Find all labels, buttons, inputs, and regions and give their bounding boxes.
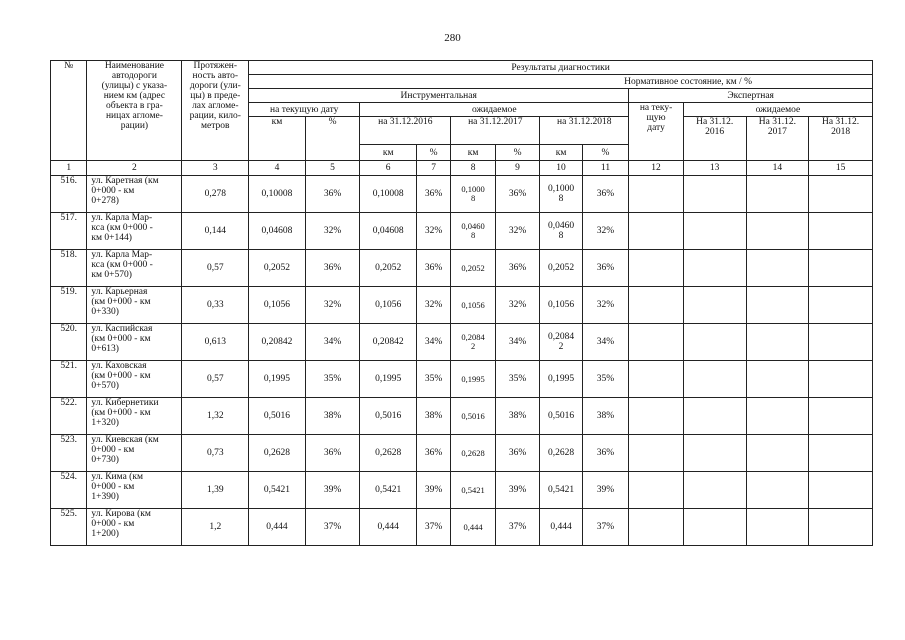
table-row xyxy=(51,472,873,509)
expert-2016-empty xyxy=(683,176,746,213)
header-km-2016: км xyxy=(360,145,417,161)
pct-current: 37% xyxy=(305,509,360,546)
km-2017: 0,1000 8 xyxy=(451,176,495,213)
km-2018: 0,2628 xyxy=(540,435,582,472)
km-2018: 0,5421 xyxy=(540,472,582,509)
column-index: 2 xyxy=(87,161,182,176)
km-2018: 0,2084 2 xyxy=(540,324,582,361)
km-2018: 0,1995 xyxy=(540,361,582,398)
column-index: 3 xyxy=(182,161,249,176)
expert-2017-empty xyxy=(746,213,809,250)
km-2018: 0,5016 xyxy=(540,398,582,435)
expert-2018-empty xyxy=(809,435,873,472)
pct-2018: 39% xyxy=(582,472,629,509)
km-current: 0,20842 xyxy=(249,324,306,361)
table-row xyxy=(51,324,873,361)
km-2017: 0,2628 xyxy=(451,435,495,472)
column-index: 9 xyxy=(495,161,539,176)
km-2016: 0,444 xyxy=(360,509,417,546)
column-index: 6 xyxy=(360,161,417,176)
header-expert-expected: ожидаемое xyxy=(683,103,872,117)
header-expert-2018: На 31.12. 2018 xyxy=(809,117,873,161)
header-km-2018: км xyxy=(540,145,582,161)
km-2018: 0,1000 8 xyxy=(540,176,582,213)
expert-2018-empty xyxy=(809,250,873,287)
pct-2018: 36% xyxy=(582,250,629,287)
row-number: 517. xyxy=(51,213,87,250)
expert-2016-empty xyxy=(683,287,746,324)
expert-current-empty xyxy=(629,398,684,435)
column-index: 11 xyxy=(582,161,629,176)
expert-2018-empty xyxy=(809,287,873,324)
header-pct-2016: % xyxy=(416,145,450,161)
pct-2016: 39% xyxy=(416,472,450,509)
pct-2017: 39% xyxy=(495,472,539,509)
km-2016: 0,10008 xyxy=(360,176,417,213)
km-current: 0,5421 xyxy=(249,472,306,509)
header-length: Протяжен- ность авто- дороги (ули- цы) в преде- лах агломе- рации, кило- метров xyxy=(182,61,249,161)
column-index: 10 xyxy=(540,161,582,176)
expert-current-empty xyxy=(629,287,684,324)
road-length: 0,73 xyxy=(182,435,249,472)
pct-2016: 37% xyxy=(416,509,450,546)
road-name: ул. Каспийская (км 0+000 - км 0+613) xyxy=(87,324,182,361)
road-name: ул. Карла Мар- кса (км 0+000 - км 0+570) xyxy=(87,250,182,287)
expert-current-empty xyxy=(629,509,684,546)
header-pct-current: % xyxy=(305,117,360,161)
pct-2017: 38% xyxy=(495,398,539,435)
header-pct-2017: % xyxy=(495,145,539,161)
expert-2018-empty xyxy=(809,472,873,509)
pct-current: 36% xyxy=(305,176,360,213)
expert-2016-empty xyxy=(683,509,746,546)
pct-2017: 36% xyxy=(495,176,539,213)
row-number: 518. xyxy=(51,250,87,287)
expert-2017-empty xyxy=(746,361,809,398)
expert-current-empty xyxy=(629,435,684,472)
pct-2017: 36% xyxy=(495,435,539,472)
pct-2018: 32% xyxy=(582,287,629,324)
table-row xyxy=(51,361,873,398)
km-2016: 0,5016 xyxy=(360,398,417,435)
km-2017: 0,5421 xyxy=(451,472,495,509)
pct-2018: 35% xyxy=(582,361,629,398)
header-date-2017: на 31.12.2017 xyxy=(451,117,540,145)
road-name: ул. Киевская (км 0+000 - км 0+730) xyxy=(87,435,182,472)
row-number: 522. xyxy=(51,398,87,435)
km-2016: 0,5421 xyxy=(360,472,417,509)
expert-2017-empty xyxy=(746,250,809,287)
km-2018: 0,444 xyxy=(540,509,582,546)
km-2017: 0,5016 xyxy=(451,398,495,435)
table-row xyxy=(51,213,873,250)
diagnostics-table xyxy=(50,60,873,546)
km-current: 0,5016 xyxy=(249,398,306,435)
header-row-1 xyxy=(51,61,873,75)
data-rows xyxy=(51,176,873,546)
km-2017: 0,1995 xyxy=(451,361,495,398)
road-length: 0,613 xyxy=(182,324,249,361)
expert-2018-empty xyxy=(809,398,873,435)
km-2017: 0,2052 xyxy=(451,250,495,287)
road-length: 0,57 xyxy=(182,361,249,398)
expert-2016-empty xyxy=(683,398,746,435)
column-index-row xyxy=(51,161,873,176)
pct-2017: 35% xyxy=(495,361,539,398)
expert-current-empty xyxy=(629,324,684,361)
expert-2018-empty xyxy=(809,509,873,546)
column-index: 15 xyxy=(809,161,873,176)
pct-2018: 36% xyxy=(582,176,629,213)
header-date-2018: на 31.12.2018 xyxy=(540,117,629,145)
km-2016: 0,2628 xyxy=(360,435,417,472)
km-2017: 0,2084 2 xyxy=(451,324,495,361)
expert-2017-empty xyxy=(746,472,809,509)
road-length: 1,39 xyxy=(182,472,249,509)
road-name: ул. Кибернетики (км 0+000 - км 1+320) xyxy=(87,398,182,435)
pct-current: 35% xyxy=(305,361,360,398)
expert-current-empty xyxy=(629,176,684,213)
row-number: 521. xyxy=(51,361,87,398)
pct-2016: 36% xyxy=(416,435,450,472)
header-results: Результаты диагностики xyxy=(249,61,873,75)
expert-2018-empty xyxy=(809,176,873,213)
road-name: ул. Кирова (км 0+000 - км 1+200) xyxy=(87,509,182,546)
pct-2016: 32% xyxy=(416,213,450,250)
expert-current-empty xyxy=(629,361,684,398)
column-index: 12 xyxy=(629,161,684,176)
km-current: 0,1056 xyxy=(249,287,306,324)
pct-2018: 36% xyxy=(582,435,629,472)
table-row xyxy=(51,176,873,213)
road-name: ул. Карьерная (км 0+000 - км 0+330) xyxy=(87,287,182,324)
road-length: 0,278 xyxy=(182,176,249,213)
row-number: 516. xyxy=(51,176,87,213)
pct-2017: 32% xyxy=(495,287,539,324)
expert-2017-empty xyxy=(746,435,809,472)
row-number: 520. xyxy=(51,324,87,361)
page-number: 280 xyxy=(444,32,461,44)
pct-current: 36% xyxy=(305,250,360,287)
km-current: 0,444 xyxy=(249,509,306,546)
pct-2018: 34% xyxy=(582,324,629,361)
pct-current: 32% xyxy=(305,287,360,324)
header-expected: ожидаемое xyxy=(360,103,629,117)
column-index: 1 xyxy=(51,161,87,176)
table-row xyxy=(51,287,873,324)
row-number: 525. xyxy=(51,509,87,546)
column-index: 4 xyxy=(249,161,306,176)
pct-current: 32% xyxy=(305,213,360,250)
header-number: № xyxy=(51,61,87,161)
header-road-name: Наименование автодороги (улицы) с указа- нием км (адрес объекта в гра- ницах агломе- рации) xyxy=(87,61,182,161)
header-expert-2016: На 31.12. 2016 xyxy=(683,117,746,161)
expert-2016-empty xyxy=(683,250,746,287)
header-expert-current: на теку- щую дату xyxy=(629,103,684,161)
pct-2017: 34% xyxy=(495,324,539,361)
pct-current: 36% xyxy=(305,435,360,472)
pct-current: 34% xyxy=(305,324,360,361)
km-current: 0,10008 xyxy=(249,176,306,213)
pct-2018: 37% xyxy=(582,509,629,546)
expert-current-empty xyxy=(629,213,684,250)
road-length: 1,2 xyxy=(182,509,249,546)
pct-2016: 38% xyxy=(416,398,450,435)
km-2016: 0,04608 xyxy=(360,213,417,250)
pct-current: 39% xyxy=(305,472,360,509)
pct-2017: 37% xyxy=(495,509,539,546)
road-length: 0,57 xyxy=(182,250,249,287)
header-date-2016: на 31.12.2016 xyxy=(360,117,451,145)
column-index: 7 xyxy=(416,161,450,176)
header-current-date: на текущую дату xyxy=(249,103,360,117)
header-expert: Экспертная xyxy=(629,89,873,103)
road-name: ул. Кима (км 0+000 - км 1+390) xyxy=(87,472,182,509)
expert-2018-empty xyxy=(809,361,873,398)
table-row xyxy=(51,435,873,472)
km-2018: 0,0460 8 xyxy=(540,213,582,250)
pct-2018: 38% xyxy=(582,398,629,435)
column-index: 13 xyxy=(683,161,746,176)
km-current: 0,2052 xyxy=(249,250,306,287)
header-expert-2017: На 31.12. 2017 xyxy=(746,117,809,161)
km-2016: 0,1995 xyxy=(360,361,417,398)
road-name: ул. Карла Мар- кса (км 0+000 - км 0+144) xyxy=(87,213,182,250)
pct-2016: 36% xyxy=(416,250,450,287)
road-length: 0,144 xyxy=(182,213,249,250)
pct-2016: 35% xyxy=(416,361,450,398)
table-row xyxy=(51,398,873,435)
pct-2016: 34% xyxy=(416,324,450,361)
expert-2017-empty xyxy=(746,509,809,546)
km-2018: 0,1056 xyxy=(540,287,582,324)
road-name: ул. Каретная (км 0+000 - км 0+278) xyxy=(87,176,182,213)
pct-2018: 32% xyxy=(582,213,629,250)
expert-2017-empty xyxy=(746,176,809,213)
expert-2017-empty xyxy=(746,398,809,435)
km-2016: 0,20842 xyxy=(360,324,417,361)
km-2016: 0,2052 xyxy=(360,250,417,287)
column-index: 14 xyxy=(746,161,809,176)
expert-2017-empty xyxy=(746,287,809,324)
table-row xyxy=(51,509,873,546)
header-instrumental: Инструментальная xyxy=(249,89,629,103)
km-2017: 0,444 xyxy=(451,509,495,546)
pct-2017: 36% xyxy=(495,250,539,287)
header-km-2017: км xyxy=(451,145,495,161)
header-km-current: км xyxy=(249,117,306,161)
pct-current: 38% xyxy=(305,398,360,435)
row-number: 524. xyxy=(51,472,87,509)
road-name: ул. Каховская (км 0+000 - км 0+570) xyxy=(87,361,182,398)
km-current: 0,04608 xyxy=(249,213,306,250)
expert-2017-empty xyxy=(746,324,809,361)
header-normative: Нормативное состояние, км / % xyxy=(249,75,873,89)
km-2017: 0,0460 8 xyxy=(451,213,495,250)
km-current: 0,1995 xyxy=(249,361,306,398)
row-number: 519. xyxy=(51,287,87,324)
road-length: 1,32 xyxy=(182,398,249,435)
km-2016: 0,1056 xyxy=(360,287,417,324)
expert-current-empty xyxy=(629,250,684,287)
expert-2016-empty xyxy=(683,435,746,472)
row-number: 523. xyxy=(51,435,87,472)
table-row xyxy=(51,250,873,287)
expert-2016-empty xyxy=(683,361,746,398)
km-2017: 0,1056 xyxy=(451,287,495,324)
column-index: 5 xyxy=(305,161,360,176)
road-length: 0,33 xyxy=(182,287,249,324)
header-pct-2018: % xyxy=(582,145,629,161)
pct-2016: 36% xyxy=(416,176,450,213)
expert-2018-empty xyxy=(809,324,873,361)
column-index: 8 xyxy=(451,161,495,176)
km-2018: 0,2052 xyxy=(540,250,582,287)
expert-2016-empty xyxy=(683,324,746,361)
expert-2016-empty xyxy=(683,213,746,250)
km-current: 0,2628 xyxy=(249,435,306,472)
expert-current-empty xyxy=(629,472,684,509)
pct-2017: 32% xyxy=(495,213,539,250)
expert-2016-empty xyxy=(683,472,746,509)
pct-2016: 32% xyxy=(416,287,450,324)
expert-2018-empty xyxy=(809,213,873,250)
